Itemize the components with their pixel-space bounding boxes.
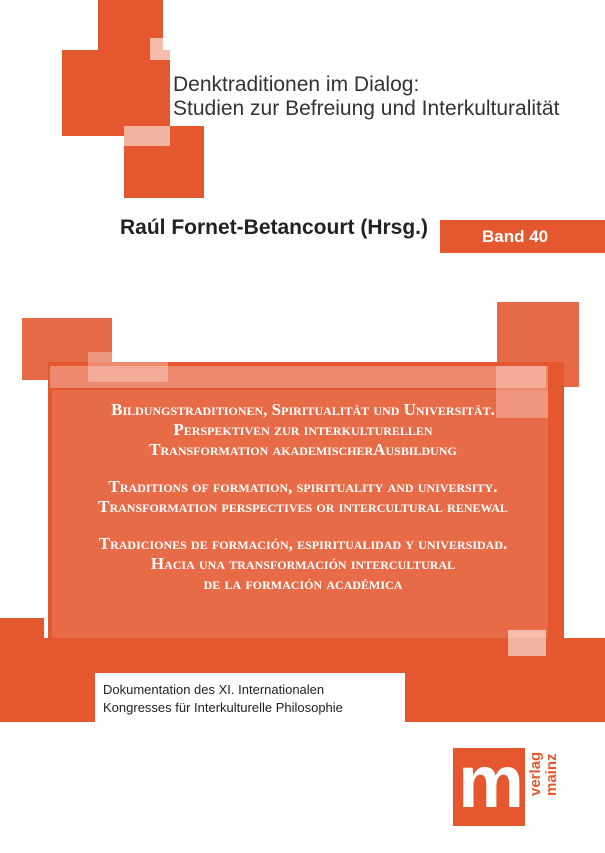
decor-overlay-4 <box>50 366 546 388</box>
band-badge: Band 40 <box>440 220 605 253</box>
title-spanish-line-1: Tradiciones de formación, espiritualidad y universidad. <box>98 534 508 553</box>
title-german-line-1: Bildungstraditionen, Spiritualität und Universität. <box>111 400 495 419</box>
decor-square-left <box>62 50 170 136</box>
title-english-line-1: Traditions of formation, spirituality and university. <box>108 477 498 496</box>
documentation-line-1: Dokumentation des XI. Internationalen <box>103 682 325 697</box>
title-german-line-2: Perspektiven zur interkulturellen <box>173 420 433 439</box>
title-german-line-3: Transformation akademischerAusbildung <box>149 440 457 459</box>
series-title-line-1: Denktraditionen im Dialog: <box>173 73 420 96</box>
decor-overlay-2 <box>124 126 170 146</box>
decor-overlay-7 <box>508 630 546 656</box>
title-spanish-line-3: de la formación académica <box>203 574 403 593</box>
title-spanish <box>53 534 553 594</box>
documentation-note <box>95 673 405 727</box>
series-title <box>173 73 593 121</box>
title-spanish-line-2: Hacia una transformación intercultural <box>150 554 456 573</box>
title-german <box>53 400 553 460</box>
decor-bottom-left <box>0 618 44 638</box>
decor-overlay-1 <box>150 38 172 60</box>
title-english-line-2: Transformation perspectives or intercultural renewal <box>98 497 508 516</box>
book-titles <box>53 400 553 611</box>
documentation-line-2: Kongresses für Interkulturelle Philosophie <box>103 700 343 715</box>
series-title-line-2: Studien zur Befreiung und Interkulturalität <box>173 97 560 120</box>
editor-name: Raúl Fornet-Betancourt (Hrsg.) <box>120 216 429 239</box>
logo-text <box>525 746 565 826</box>
logo-word-verlag: verlag <box>527 751 544 796</box>
title-english <box>53 477 553 517</box>
logo-m-letter: m <box>458 740 524 823</box>
publisher-logo <box>453 738 565 833</box>
logo-word-mainz: mainz <box>543 753 560 796</box>
